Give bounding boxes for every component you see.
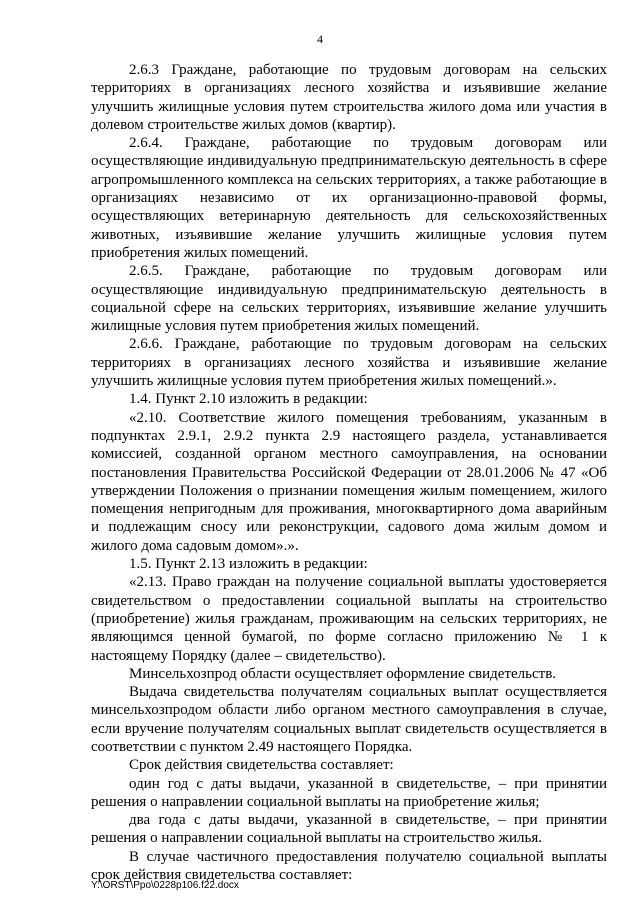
paragraph-1-4: 1.4. Пункт 2.10 изложить в редакции: [129,391,368,408]
paragraph-partial-payment: В случае частичного предоставления получателю социальной выплаты срок действия свидетельства составляет: [91,848,607,884]
file-path-footer: Y:\ORST\Ppo\0228p106.f22.docx [91,880,239,891]
paragraph-2-6-6: 2.6.6. Граждане, работающие по трудовым договорам на сельских территориях в организациях лесного хозяйства и изъявившие желание улучшить жилищные условия путем приобретения жилых помещений.». [91,336,607,390]
paragraph-validity-period: Срок действия свидетельства составляет: [129,757,394,774]
paragraph-certificate-issuance: Минсельхозпрод области осуществляет оформление свидетельств. [129,665,557,682]
document-body [91,61,607,884]
paragraph-2-13: «2.13. Право граждан на получение социальной выплаты удостоверяется свидетельством о предоставлении социальной выплаты на строительство (приобретение) жилья гражданам, проживающим на сельских территориях, не являющимся ценной бумагой, по форме согласно приложению № 1 к настоящему Порядку (далее – свидетельство). [91,574,607,664]
page-number: 4 [317,32,323,46]
paragraph-validity-one-year: один год с даты выдачи, указанной в свидетельстве, – при принятии решения о направлении социальной выплаты на приобретение жилья; [91,775,607,810]
paragraph-2-6-5: 2.6.5. Граждане, работающие по трудовым договорам или осуществляющие индивидуальную предпринимательскую деятельность в социальной сфере на сельских территориях, изъявившие желание улучшить жилищные условия путем приобретения жилых помещений. [91,263,607,335]
paragraph-validity-two-years: два года с даты выдачи, указанной в свидетельстве, – при принятии решения о направлении социальной выплаты на строительство жилья. [91,812,607,847]
paragraph-2-6-3: 2.6.3 Граждане, работающие по трудовым договорам на сельских территориях в организациях лесного хозяйства и изъявившие желание улучшить жилищные условия путем строительства жилого дома или участия в долевом строительстве жилых домов (квартир). [91,62,607,133]
paragraph-1-5: 1.5. Пункт 2.13 изложить в редакции: [129,556,368,573]
paragraph-2-6-4: 2.6.4. Граждане, работающие по трудовым договорам или осуществляющие индивидуальную предпринимательскую деятельность в сфере агропромышленного комплекса на сельских территориях, а также работающие в организациях независимо от их организационно-правовой формы, осуществляющих ветеринарную деятельность для сельскохозяйственных животных, изъявившие желание улучшить жилищные условия путем приобретения жилых помещений. [91,135,607,261]
paragraph-2-10: «2.10. Соответствие жилого помещения требованиям, указанным в подпунктах 2.9.1, 2.9.2 пункта 2.9 настоящего раздела, устанавливается комиссией, созданной органом местного самоуправления, на основании постановления Правительства Российской Федерации от 28.01.2006 № 47 «Об утверждении Положения о признании помещения жилым помещением, жилого помещения непригодным для проживания, многоквартирного дома аварийным и подлежащим сносу или реконструкции, садового дома жилым домом и жилого дома садовым домом».». [91,409,607,554]
paragraph-certificate-delivery: Выдача свидетельства получателям социальных выплат осуществляется минсельхозпродом области либо органом местного самоуправления в случае, если вручение получателям социальных выплат свидетельств осуществляется в соответствии с пунктом 2.49 настоящего Порядка. [91,684,607,755]
